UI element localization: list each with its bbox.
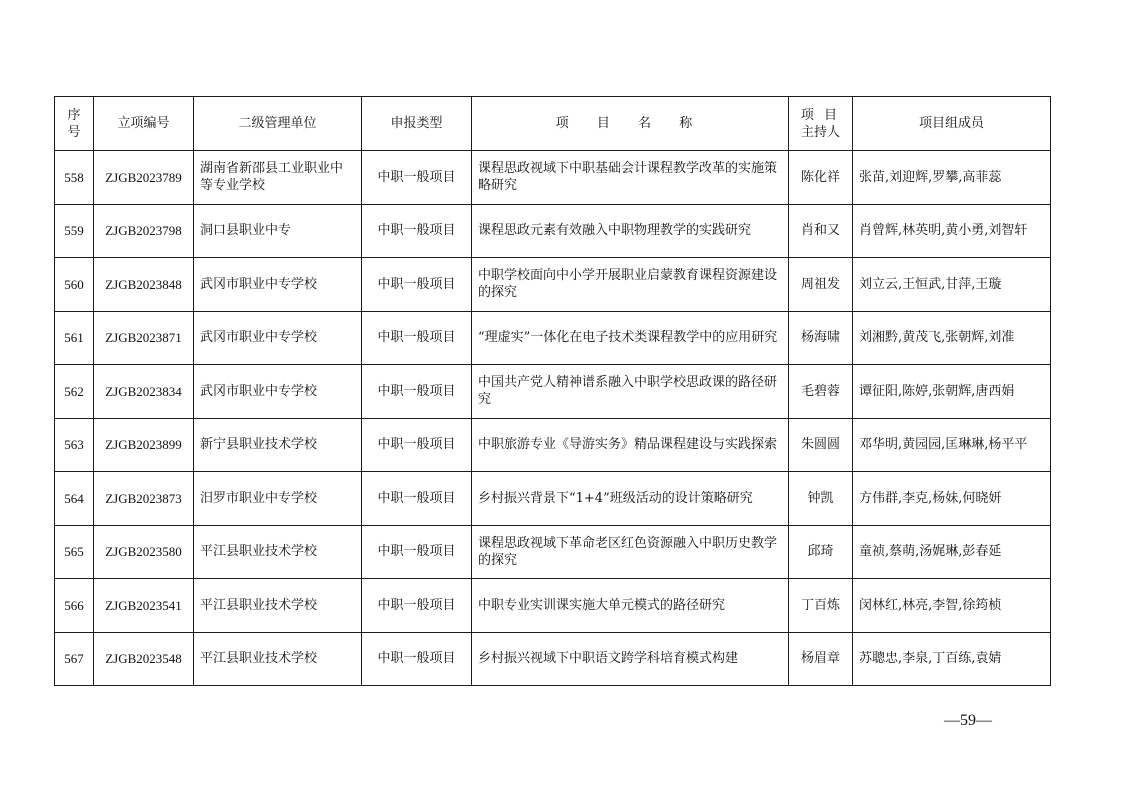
cell-unit: 汨罗市职业中专学校 bbox=[194, 472, 362, 526]
cell-code: ZJGB2023834 bbox=[94, 365, 194, 419]
cell-type: 中职一般项目 bbox=[362, 525, 472, 579]
cell-code: ZJGB2023580 bbox=[94, 525, 194, 579]
cell-seq: 563 bbox=[55, 418, 94, 472]
cell-host: 周祖发 bbox=[789, 258, 853, 312]
cell-unit: 湖南省新邵县工业职业中等专业学校 bbox=[194, 151, 362, 205]
table-row bbox=[55, 579, 1051, 633]
cell-seq: 566 bbox=[55, 579, 94, 633]
header-unit: 二级管理单位 bbox=[194, 97, 362, 151]
project-table bbox=[54, 96, 1051, 686]
cell-type: 中职一般项目 bbox=[362, 365, 472, 419]
cell-unit: 洞口县职业中专 bbox=[194, 204, 362, 258]
cell-members: 苏聰忠,李泉,丁百练,袁婧 bbox=[853, 632, 1051, 686]
cell-host: 肖和又 bbox=[789, 204, 853, 258]
cell-code: ZJGB2023848 bbox=[94, 258, 194, 312]
cell-code: ZJGB2023548 bbox=[94, 632, 194, 686]
table-header-row bbox=[55, 97, 1051, 151]
table-row bbox=[55, 151, 1051, 205]
cell-host: 钟凯 bbox=[789, 472, 853, 526]
cell-code: ZJGB2023798 bbox=[94, 204, 194, 258]
cell-host: 杨眉章 bbox=[789, 632, 853, 686]
cell-project-name: 课程思政视域下中职基础会计课程教学改革的实施策略研究 bbox=[472, 151, 789, 205]
cell-host: 丁百炼 bbox=[789, 579, 853, 633]
cell-project-name: 乡村振兴背景下“1+4”班级活动的设计策略研究 bbox=[472, 472, 789, 526]
cell-seq: 560 bbox=[55, 258, 94, 312]
cell-code: ZJGB2023541 bbox=[94, 579, 194, 633]
cell-code: ZJGB2023899 bbox=[94, 418, 194, 472]
cell-seq: 565 bbox=[55, 525, 94, 579]
cell-unit: 武冈市职业中专学校 bbox=[194, 311, 362, 365]
table-row bbox=[55, 472, 1051, 526]
cell-code: ZJGB2023873 bbox=[94, 472, 194, 526]
cell-unit: 武冈市职业中专学校 bbox=[194, 258, 362, 312]
cell-unit: 平江县职业技术学校 bbox=[194, 579, 362, 633]
cell-seq: 558 bbox=[55, 151, 94, 205]
cell-members: 方伟群,李克,杨妹,何晓妍 bbox=[853, 472, 1051, 526]
cell-unit: 平江县职业技术学校 bbox=[194, 525, 362, 579]
table-row bbox=[55, 258, 1051, 312]
cell-type: 中职一般项目 bbox=[362, 418, 472, 472]
cell-unit: 平江县职业技术学校 bbox=[194, 632, 362, 686]
header-type: 申报类型 bbox=[362, 97, 472, 151]
cell-members: 闵林红,林亮,李智,徐筠桢 bbox=[853, 579, 1051, 633]
cell-seq: 559 bbox=[55, 204, 94, 258]
cell-type: 中职一般项目 bbox=[362, 151, 472, 205]
header-host: 项 目 主持人 bbox=[789, 97, 853, 151]
table-row bbox=[55, 525, 1051, 579]
cell-members: 刘立云,王恒武,甘萍,王璇 bbox=[853, 258, 1051, 312]
cell-seq: 567 bbox=[55, 632, 94, 686]
cell-code: ZJGB2023871 bbox=[94, 311, 194, 365]
table-row bbox=[55, 632, 1051, 686]
header-members: 项目组成员 bbox=[853, 97, 1051, 151]
cell-members: 肖曾辉,林英明,黄小勇,刘智轩 bbox=[853, 204, 1051, 258]
cell-unit: 新宁县职业技术学校 bbox=[194, 418, 362, 472]
cell-type: 中职一般项目 bbox=[362, 204, 472, 258]
cell-type: 中职一般项目 bbox=[362, 311, 472, 365]
cell-project-name: 中职旅游专业《导游实务》精品课程建设与实践探索 bbox=[472, 418, 789, 472]
cell-seq: 564 bbox=[55, 472, 94, 526]
cell-project-name: 课程思政视域下革命老区红色资源融入中职历史教学的探究 bbox=[472, 525, 789, 579]
table-row bbox=[55, 204, 1051, 258]
cell-project-name: “理虚实”一体化在电子技术类课程教学中的应用研究 bbox=[472, 311, 789, 365]
cell-host: 朱圆圆 bbox=[789, 418, 853, 472]
cell-project-name: 乡村振兴视域下中职语文跨学科培育模式构建 bbox=[472, 632, 789, 686]
cell-seq: 561 bbox=[55, 311, 94, 365]
cell-project-name: 课程思政元素有效融入中职物理教学的实践研究 bbox=[472, 204, 789, 258]
cell-project-name: 中职学校面向中小学开展职业启蒙教育课程资源建设的探究 bbox=[472, 258, 789, 312]
cell-members: 刘湘黔,黄茂飞,张朝辉,刘准 bbox=[853, 311, 1051, 365]
cell-host: 邱琦 bbox=[789, 525, 853, 579]
header-seq: 序 号 bbox=[55, 97, 94, 151]
cell-host: 毛碧蓉 bbox=[789, 365, 853, 419]
table-row bbox=[55, 311, 1051, 365]
cell-type: 中职一般项目 bbox=[362, 258, 472, 312]
header-project-name: 项 目 名 称 bbox=[472, 97, 789, 151]
cell-unit: 武冈市职业中专学校 bbox=[194, 365, 362, 419]
cell-seq: 562 bbox=[55, 365, 94, 419]
cell-project-name: 中国共产党人精神谱系融入中职学校思政课的路径研究 bbox=[472, 365, 789, 419]
cell-type: 中职一般项目 bbox=[362, 579, 472, 633]
cell-members: 童祯,蔡萌,汤娓琳,彭春延 bbox=[853, 525, 1051, 579]
cell-host: 杨海啸 bbox=[789, 311, 853, 365]
cell-type: 中职一般项目 bbox=[362, 472, 472, 526]
table-row bbox=[55, 365, 1051, 419]
cell-host: 陈化祥 bbox=[789, 151, 853, 205]
header-code: 立项编号 bbox=[94, 97, 194, 151]
page-number: —59— bbox=[944, 712, 992, 729]
table-row bbox=[55, 418, 1051, 472]
cell-members: 张苗,刘迎辉,罗攀,高菲蕊 bbox=[853, 151, 1051, 205]
cell-project-name: 中职专业实训课实施大单元模式的路径研究 bbox=[472, 579, 789, 633]
cell-code: ZJGB2023789 bbox=[94, 151, 194, 205]
cell-type: 中职一般项目 bbox=[362, 632, 472, 686]
cell-members: 邓华明,黄园园,匡琳琳,杨平平 bbox=[853, 418, 1051, 472]
cell-members: 谭征阳,陈婷,张朝辉,唐西娟 bbox=[853, 365, 1051, 419]
